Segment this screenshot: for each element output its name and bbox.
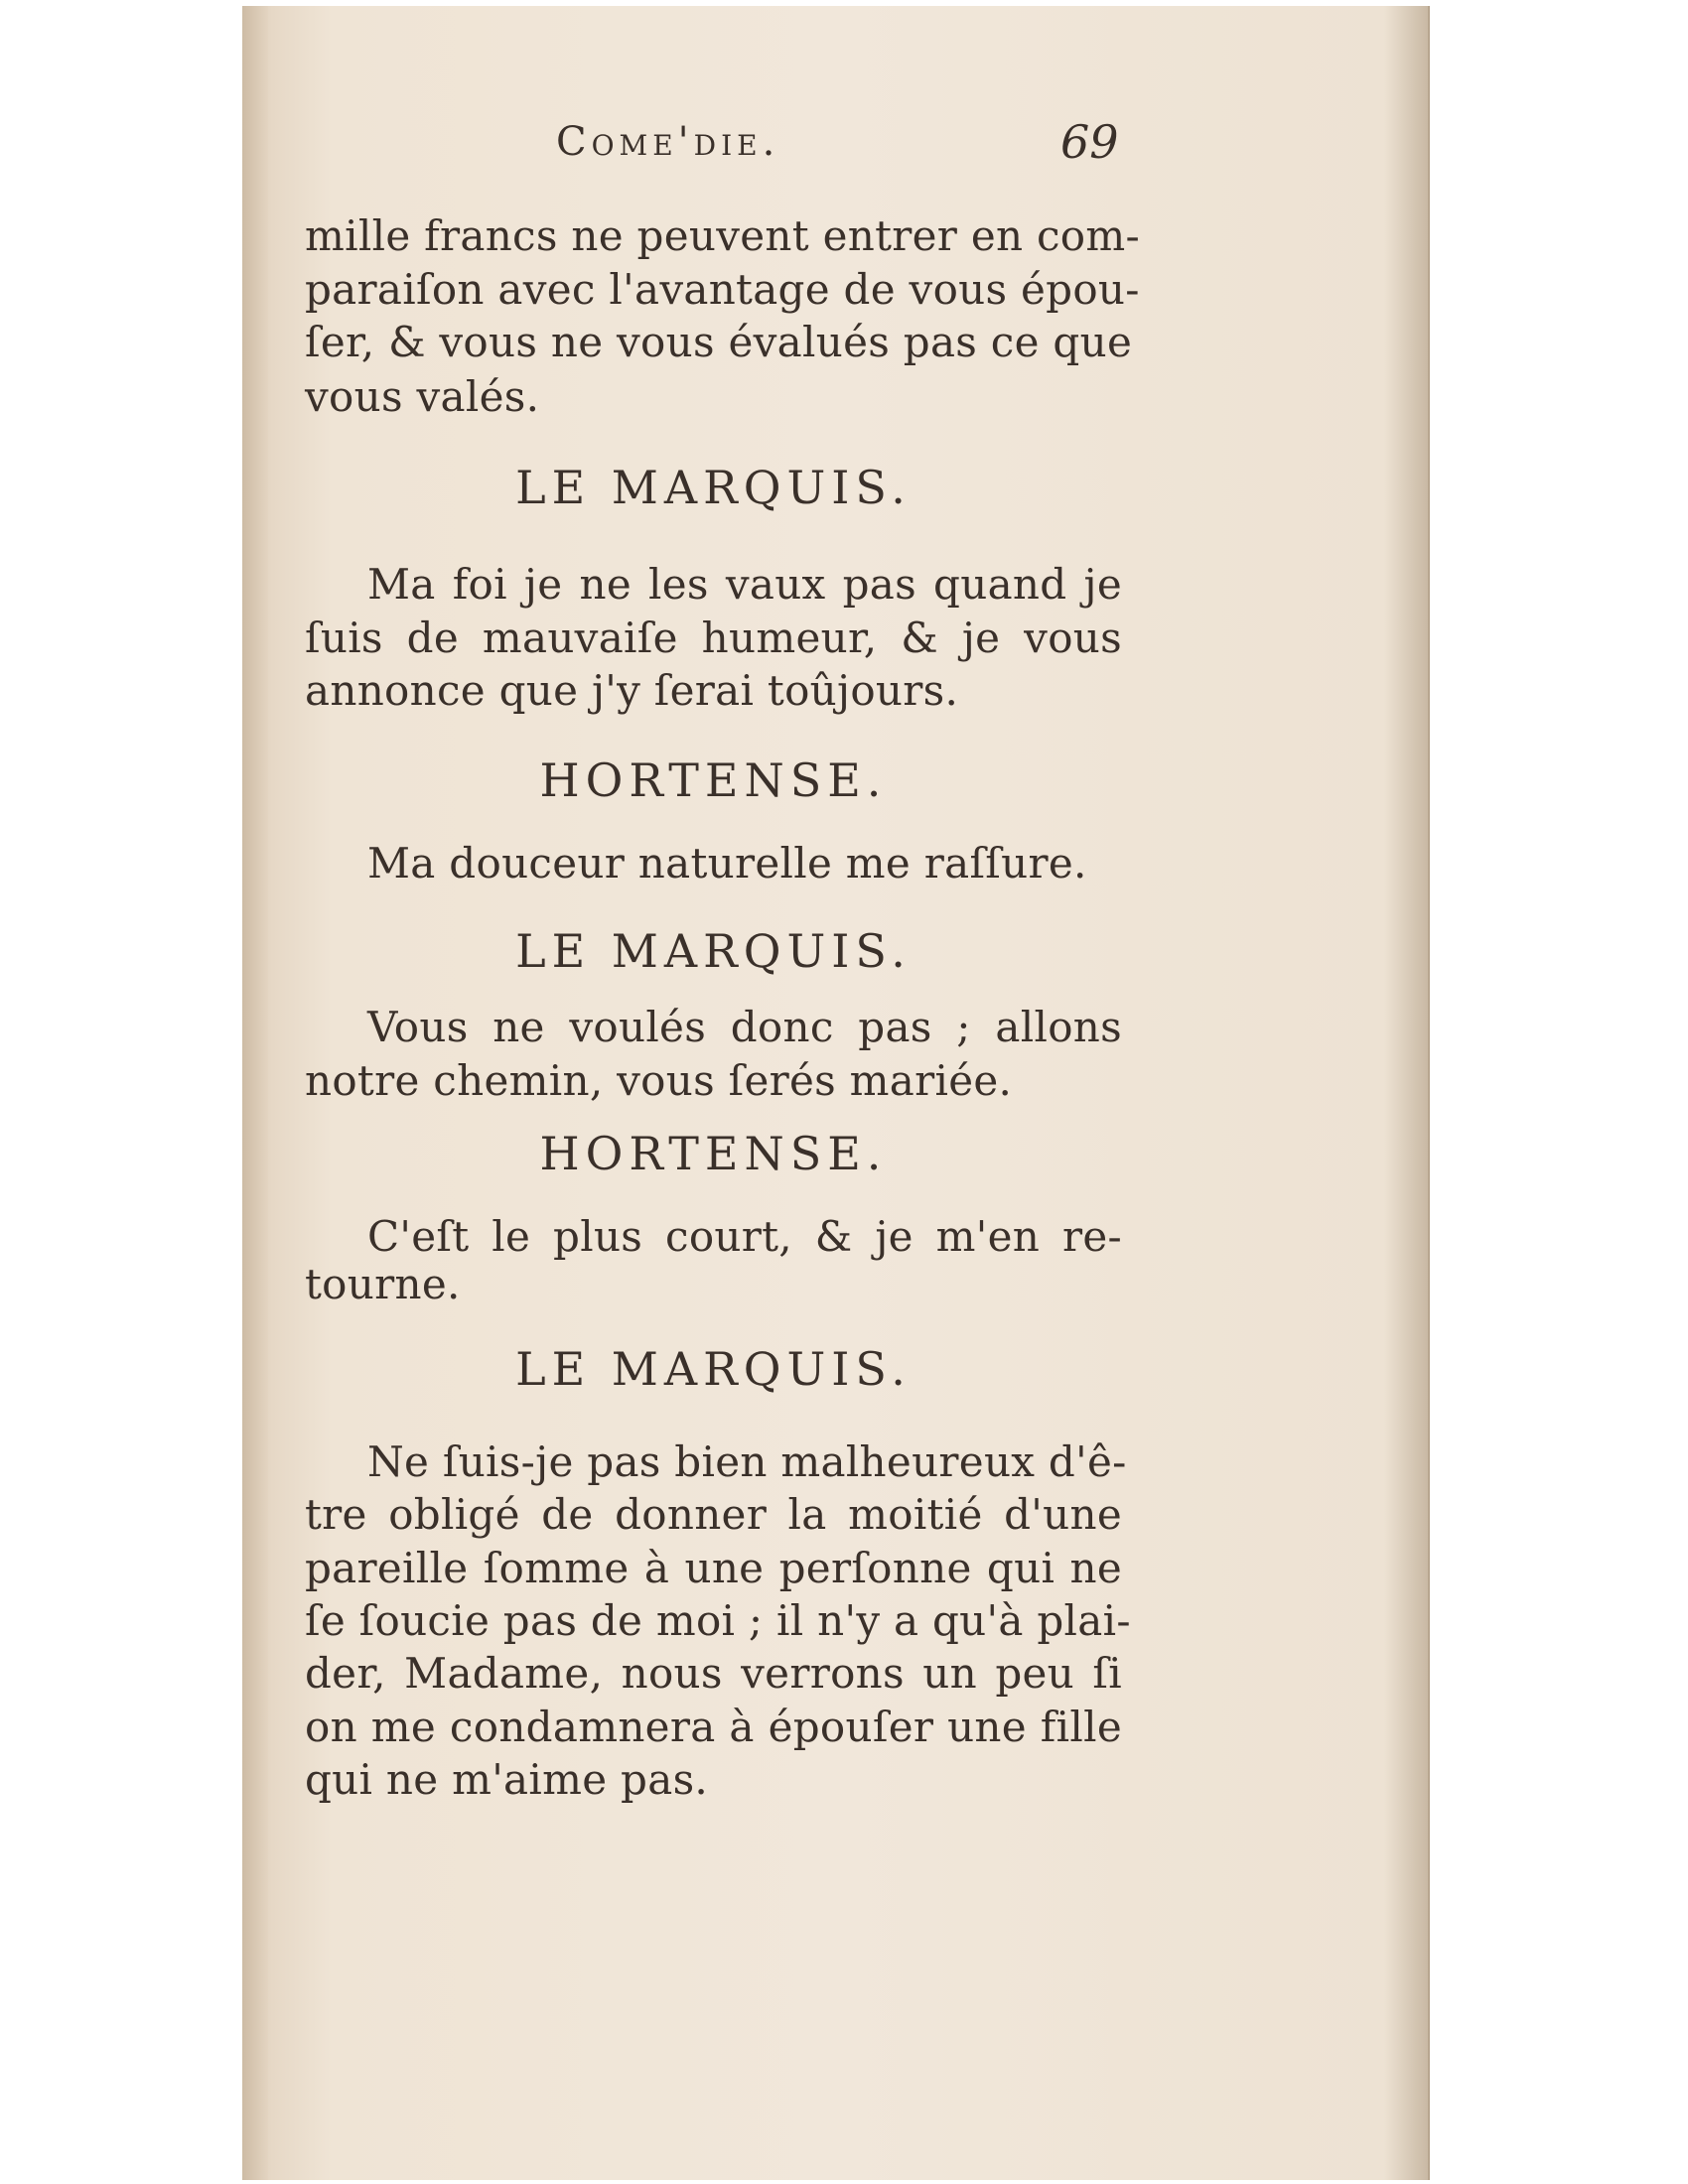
text-line: tourne. [305,1260,461,1308]
text-line: Ne ſuis-je pas bien malheureux d'ê- [367,1437,1127,1486]
text-line: Ma douceur naturelle me raſſure. [367,839,1087,887]
text-line: mille francs ne peuvent entrer en com- [305,211,1141,260]
text-line: tre obligé de donner la moitié d'une [305,1490,1122,1539]
text-line: vous valés. [305,372,540,421]
speaker-heading: LE MARQUIS. [515,924,912,978]
speaker-heading: LE MARQUIS. [515,1342,912,1396]
text-line: Ma foi je ne les vaux pas quand je [367,560,1122,609]
text-line: ſuis de mauvaiſe humeur, & je vous [305,614,1122,662]
text-line: notre chemin, vous ſerés mariée. [305,1056,1013,1105]
text-line: der, Madame, nous verrons un peu ſi [305,1649,1122,1698]
text-line: qui ne m'aime pas. [305,1755,709,1804]
text-line: annonce que j'y ſerai toûjours. [305,666,959,715]
speaker-heading: LE MARQUIS. [515,461,912,514]
text-line: on me condamnera à épouſer une fille [305,1703,1122,1751]
text-line: ſer, & vous ne vous évalués pas ce que [305,318,1133,366]
speaker-heading: HORTENSE. [539,753,888,807]
text-line: Vous ne voulés donc pas ; allons [367,1003,1122,1051]
text-line: ſe ſoucie pas de moi ; il n'y a qu'à plai- [305,1596,1131,1645]
text-line: pareille ſomme à une perſonne qui ne [305,1544,1122,1592]
page-gutter [242,6,268,2180]
speaker-heading: HORTENSE. [539,1127,888,1180]
text-line: paraiſon avec l'avantage de vous épou- [305,265,1140,314]
page-number: 69 [1060,115,1119,169]
running-title: Come'die. [556,119,780,165]
text-line: C'eſt le plus court, & je m'en re- [367,1212,1122,1261]
